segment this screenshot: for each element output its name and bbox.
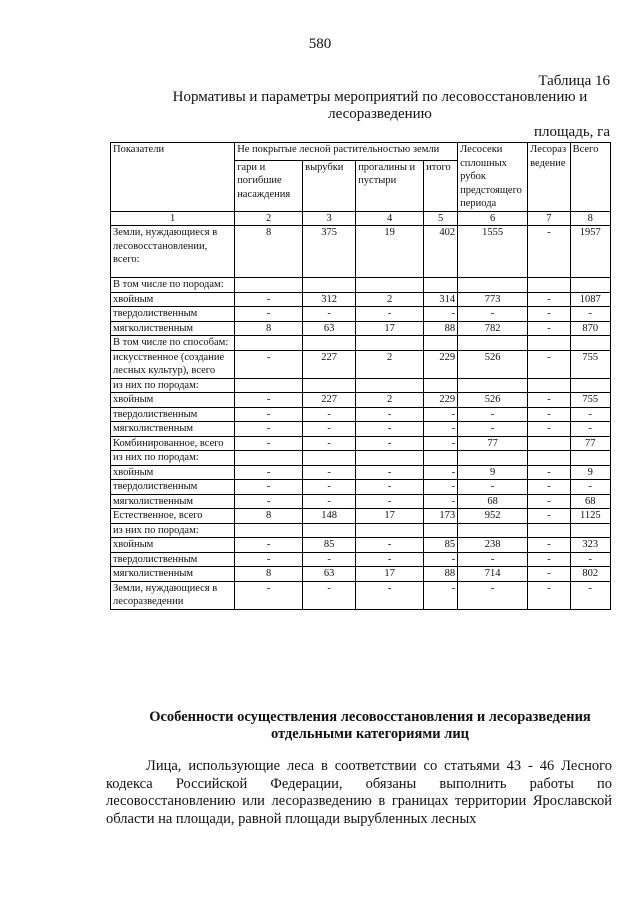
- norms-table: [110, 142, 611, 610]
- table-row: хвойным - - - - 9 - 9: [111, 465, 611, 480]
- table-row: Естественное, всего 8 148 17 173 952 - 1125: [111, 509, 611, 524]
- table-row: Земли, нуждающиеся в лесоразведении - - - - - - -: [111, 581, 611, 609]
- header-row: [111, 143, 611, 161]
- unit-label: площадь, га: [533, 124, 610, 140]
- header-total: Всего: [570, 143, 610, 212]
- table-row: из них по породам:: [111, 378, 611, 393]
- table-row: мягколиственным - - - - 68 - 68: [111, 494, 611, 509]
- table-row: искусственное (создание лесных культур), всего - 227 2 229 526 - 755: [111, 350, 611, 378]
- table-row: мягколиственным 8 63 17 88 782 - 870: [111, 321, 611, 336]
- table-row: хвойным - 227 2 229 526 - 755: [111, 393, 611, 408]
- table-row: Земли, нуждающиеся в лесовосстановлении, всего: 8 375 19 402 1555 - 1957: [111, 226, 611, 278]
- index-row: 1 2 3 4 5 6 7 8: [111, 211, 611, 226]
- header-group: Не покрытые лесной растительностью земли: [235, 143, 458, 161]
- table-row: Комбинированное, всего - - - - 77 77: [111, 436, 611, 451]
- table-row: твердолиственным - - - - - - -: [111, 552, 611, 567]
- header-subtotal: итого: [424, 160, 458, 211]
- table-row: из них по породам:: [111, 451, 611, 466]
- header-glades: прогалины и пустыри: [356, 160, 424, 211]
- table-row: В том числе по способам:: [111, 336, 611, 351]
- table-title: Нормативы и параметры мероприятий по лесовосстановлению и лесоразведению: [172, 89, 588, 122]
- page-number: 580: [308, 36, 332, 52]
- table-label: Таблица 16: [538, 73, 610, 89]
- table-row: хвойным - 85 - 85 238 - 323: [111, 538, 611, 553]
- table-row: мягколиственным - - - - - - -: [111, 422, 611, 437]
- header-indicators: Показатели: [111, 143, 235, 212]
- header-burnt: гари и погибшие насаждения: [235, 160, 303, 211]
- table-row: твердолиственным - - - - - - -: [111, 407, 611, 422]
- table-row: твердолиственным - - - - - - -: [111, 307, 611, 322]
- table-row: твердолиственным - - - - - - -: [111, 480, 611, 495]
- body-paragraph: Лица, использующие леса в соответствии со статьями 43 - 46 Лесного кодекса Российской Федерации, обязаны выполнить работы по лесовосстановлению или лесоразведению в границах территории Ярославской области на площади, равной площади вырубленных лесных: [106, 758, 612, 827]
- table-row: В том числе по породам:: [111, 278, 611, 293]
- table-row: хвойным - 312 2 314 773 - 1087: [111, 292, 611, 307]
- table-row: из них по породам:: [111, 523, 611, 538]
- header-cuttings: вырубки: [303, 160, 356, 211]
- section-heading: Особенности осуществления лесовосстановления и лесоразведения отдельными категориями лиц: [149, 709, 591, 742]
- table-row: мягколиственным 8 63 17 88 714 - 802: [111, 567, 611, 582]
- header-clearcuts: Лесосеки сплошных рубок предстоящего периода: [458, 143, 528, 212]
- header-afforestation: Лесоразведение: [528, 143, 570, 212]
